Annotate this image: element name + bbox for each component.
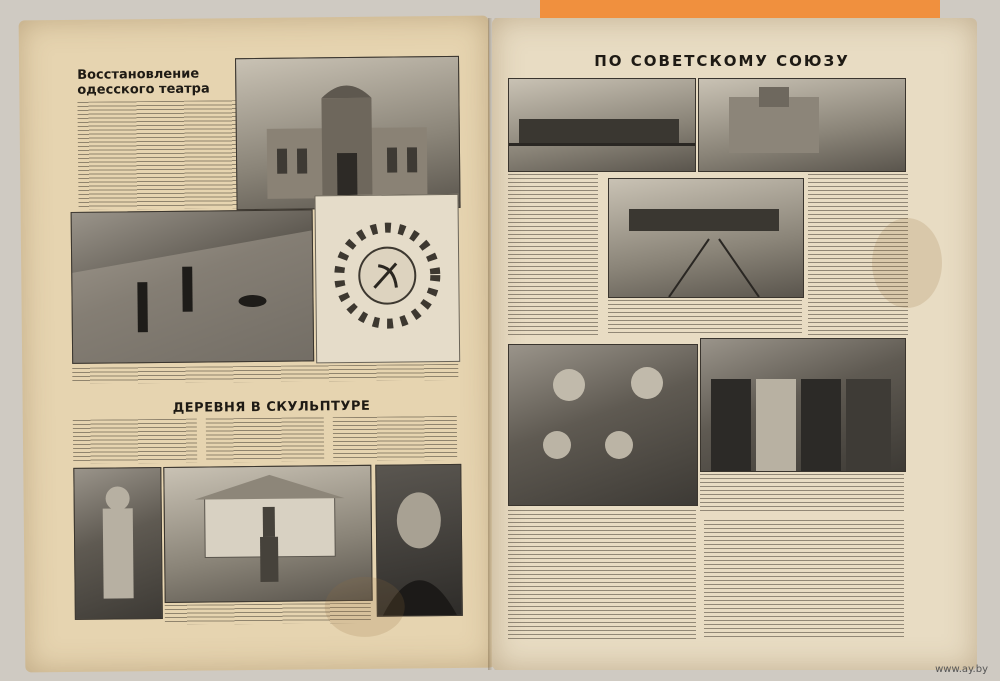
photo-caption <box>72 364 458 384</box>
text-column-left <box>508 174 598 338</box>
photo-sculpture-worker <box>73 467 163 620</box>
paper-stain <box>324 576 405 637</box>
magazine-spread <box>22 18 977 670</box>
photo-decorative-emblem <box>314 194 460 363</box>
photo-train-station <box>508 78 696 172</box>
article-title-odessa-theatre: Восстановление одесского театра <box>77 66 210 98</box>
auditorium-illustration <box>72 210 314 363</box>
workers-illustration <box>701 339 905 471</box>
photo-workers-group <box>700 338 906 472</box>
text-column-1 <box>73 419 197 464</box>
group-portrait-illustration <box>509 345 697 505</box>
sculpture-figure-illustration <box>74 468 162 619</box>
left-page <box>19 16 496 673</box>
text-column-3 <box>333 416 457 461</box>
workers-caption <box>700 474 904 514</box>
article-title-village-sculpture: ДЕРЕВНЯ В СКУЛЬПТУРЕ <box>172 398 371 416</box>
photo-theatre-interior <box>71 209 315 364</box>
paper-stain-right <box>872 218 942 308</box>
theatre-building-illustration <box>236 57 460 209</box>
watermark: www.ay.by <box>935 664 988 675</box>
text-column-2 <box>206 417 324 462</box>
photo-electric-train <box>608 178 804 298</box>
train-caption <box>608 300 802 336</box>
bottom-text-right <box>704 520 904 640</box>
photo-youth-group <box>508 344 698 506</box>
hammer-sickle-emblem <box>315 195 459 362</box>
bottom-text-left <box>508 510 696 640</box>
train-illustration <box>509 79 695 171</box>
section-title-soviet-union: ПО СОВЕТСКОМУ СОЮЗУ <box>594 52 850 70</box>
photo-odessa-theatre <box>235 56 461 210</box>
building-illustration <box>699 79 905 171</box>
article-text-block <box>77 100 236 210</box>
photo-station-building <box>698 78 906 172</box>
right-page <box>492 18 977 670</box>
rails-illustration <box>609 179 803 297</box>
